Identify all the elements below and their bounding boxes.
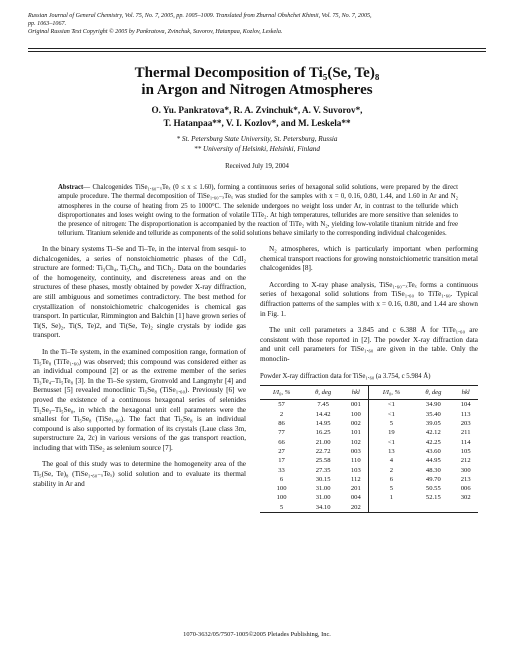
table-row: [260, 466, 478, 475]
table-cell: 22.72: [315, 447, 331, 455]
copyright-footer: 1070-3632/05/7507-1005©2005 Pleiades Publishing, Inc.: [183, 631, 331, 638]
table-cell: 31.00: [315, 485, 331, 493]
title-line-1: Thermal Decomposition of Ti₅(Se, Te)₈: [134, 65, 380, 81]
table-cell: 33: [278, 466, 285, 474]
table-cell: 104: [460, 401, 471, 409]
table-row: [260, 438, 478, 447]
table-cell: [453, 503, 478, 513]
table-row: [260, 447, 478, 456]
table-cell: 203: [460, 420, 471, 428]
authors-line-2: T. Hatanpaa**, V. I. Kozlov*, and M. Leskela**: [163, 118, 351, 128]
table-cell: 25.58: [315, 457, 331, 465]
table-cell: 2: [279, 410, 284, 418]
table-cell: 5: [369, 419, 413, 428]
table-cell: 31.00: [315, 494, 331, 502]
table-cell: 100: [350, 410, 361, 418]
table-cell: 34.10: [303, 503, 343, 513]
table-cell: 66: [278, 438, 285, 446]
table-cell: 30.15: [315, 475, 331, 483]
table-cell: 57: [278, 401, 285, 409]
table-cell: 004: [350, 494, 361, 502]
table-cell: 17: [278, 457, 285, 465]
affiliation-2: ** University of Helsinki, Helsinki, Finland: [194, 145, 320, 153]
table-cell: 300: [460, 466, 471, 474]
table-cell: 48.30: [425, 466, 441, 474]
table-header-cell: θ, deg: [303, 385, 343, 400]
table-cell: 114: [460, 438, 471, 446]
header-rule-bottom: [28, 51, 486, 52]
table-cell: <1: [369, 438, 413, 447]
received-date: Received July 19, 2004: [225, 163, 289, 170]
table-header-cell: hkl: [343, 385, 369, 400]
table-row: [260, 456, 478, 465]
table-row: [260, 419, 478, 428]
table-cell: 6: [369, 475, 413, 484]
table-cell: 002: [350, 420, 361, 428]
table-cell: 212: [460, 457, 471, 465]
table-cell: 110: [350, 457, 361, 465]
table-caption: Powder X-ray diffraction data for TiSe₁.₆₀ (a 3.754, c 5.984 Å): [260, 372, 431, 380]
table-cell: 001: [350, 401, 361, 409]
body-paragraph: N₂ atmospheres, which is particularly important when performing chemical transport reactions for growing nonstoichiometric transition metal chalcogenides [8].: [260, 245, 478, 273]
body-paragraph: According to X-ray phase analysis, TiSe₁.₆₀₋ₓTeₓ forms a continuous series of hexagonal solid solutions from TiSe₁.₆₀ to TiTe₁.₆₀. Typical diffraction patterns of the samples with x = 0.16, 0.80, and 1.44 are shown in Fig. 1.: [260, 280, 478, 318]
table-row: [260, 475, 478, 484]
right-column: [260, 245, 478, 513]
table-cell: 1: [369, 493, 413, 502]
table-cell: 103: [350, 466, 361, 474]
xrd-table: [260, 385, 478, 513]
table-cell: 43.60: [425, 447, 441, 455]
table-cell: [369, 503, 413, 513]
body-paragraph: In the binary systems Ti–Se and Ti–Te, in the interval from sesqui- to dichalcogenides, a series of nonstoichiometric phases of the CdI₂ structure are formed: Ti₃Ch₄, Ti₅Ch₈, and TiCh₂. Data on the boundaries of the homogeneity, continuity, and discreteness areas and on the structures of these phases, mostly obtained by powder X-ray diffraction, are still ambiguous and sometimes contradictory. The best method for crystallization of nonstoichiometric chalcogenides is chemical gas transport. In particular, Rimmington and Balchin [1] have grown series of Ti(S, Se)₂, Ti(S, Te)2, and Ti(Se, Te)₂ single crystals by iodide gas transport.: [33, 245, 246, 340]
table-cell: 105: [460, 447, 471, 455]
table-row: [260, 410, 478, 419]
body-paragraph: In the Ti–Te system, in the examined composition range, formation of Ti₅Te₈ (TiTe₁.₆₀) was observed; this compound was considered either as an individual compound [2] or as the extreme member of the series Ti₃Te₄–Ti₅Te₈ [3]. In the Ti–Se system, Gronvold and Langmyhr [4] and Bernusset [5] revealed monoclinic Ti₅Se₈ (TiSe₁.₆₀). Previously [6] we proved the existence of a continuous hexagonal series of selenides Ti₂Se₃–Ti₅Se₈, in which the hexagonal unit cell parameters were the smallest for Ti₅Se₈ (TiSe₁.₆₀). The fact that Ti₅Se₈ is an individual compound is also supported by formation of its crystals (Laue class 3m, superstructure 2a, 2c) in various versions of the gas transport reaction, including that with TiSe₂ as selenium source [7].: [33, 347, 246, 452]
table-cell: 213: [460, 475, 471, 483]
table-body: [260, 400, 478, 513]
table-row: [260, 503, 478, 513]
table-cell: 101: [350, 429, 361, 437]
table-cell: 113: [460, 410, 471, 418]
paper-title: [28, 65, 486, 99]
abstract: [58, 183, 458, 239]
table-cell: 52.15: [425, 494, 441, 502]
table-cell: <1: [369, 400, 413, 410]
table-row: [260, 493, 478, 502]
table-cell: 44.95: [425, 457, 441, 465]
table-header-cell: θ, deg: [413, 385, 453, 400]
table-cell: 16.25: [315, 429, 331, 437]
body-paragraph: The goal of this study was to determine the homogeneity area of the Ti₅(Se, Te)₈ (TiSe₁.₆₀₋ₓTeₓ) solid solution and to evaluate its thermal stability in Ar and: [33, 460, 246, 488]
table-cell: [413, 503, 453, 513]
abstract-label: Abstract: [58, 184, 84, 191]
table-cell: 14.42: [315, 410, 331, 418]
table-header-row: [260, 385, 478, 400]
header-rule-top: [28, 48, 486, 49]
author-list: [28, 104, 486, 130]
table-cell: 003: [350, 447, 361, 455]
table-cell: 49.70: [425, 475, 441, 483]
table-cell: 302: [460, 494, 471, 502]
table-cell: 202: [343, 503, 369, 513]
table-cell: 21.00: [315, 438, 331, 446]
header-line-1: Russian Journal of General Chemistry, Vol. 75, No. 7, 2005, pp. 1005–1009. Translated from Zhurnal Obshchei Khimii, Vol. 75, No. 7, 2005,: [28, 13, 372, 19]
table-header-cell: hkl: [453, 385, 478, 400]
table-cell: 77: [278, 429, 285, 437]
abstract-text: — Chalcogenides TiSe₁.₆₀₋ₓTeₓ (0 ≤ x ≤ 1.60), forming a continuous series of hexagonal solid solutions, were prepared by the direct ampule procedure. The thermal decomposition of TiSe₁.₆₀₋ₓTeₓ was studied for the samples with x = 0, 0.16, 0.80, 1.44, and 1.60 in Ar and N₂ atmospheres in the course of heating from 25 to 1000°C. The selenide undergoes no weight loss under Ar, in contrast to the telluride which disproportionates and loses weight owing to the formation of volatile TiTe₂. At high temperatures, tellurides are more sensitive than selenides to the presence of nitrogen: The disproportionation is accompanied by the reaction of TiTe₂ with N₂, yielding low-volatile titanium nitride and free tellurium. Titanium selenide and telluride as components of the solid solutions behave similarly to the corresponding individual chalcogenides.: [58, 184, 458, 238]
table-cell: 006: [460, 485, 471, 493]
table-row: [260, 400, 478, 410]
table-cell: 27.35: [315, 466, 331, 474]
table-cell: 42.25: [425, 438, 441, 446]
table-header-cell: I/I₀, %: [369, 385, 413, 400]
journal-header: [28, 12, 488, 36]
table-cell: 100: [276, 494, 287, 502]
body-paragraph: The unit cell parameters a 3.845 and c 6.388 Å for TiTe₁.₆₀ are consistent with those reported in [2]. The powder X-ray diffraction data and unit cell parameters for TiSe₁.₆₀ are given in the table. Only the monoclin-: [260, 326, 478, 363]
table-cell: 14.95: [315, 420, 331, 428]
table-header-cell: I/I₀, %: [260, 385, 303, 400]
table-cell: 102: [350, 438, 361, 446]
affiliation-1: * St. Petersburg State University, St. Petersburg, Russia: [176, 135, 338, 143]
table-cell: 211: [460, 429, 471, 437]
table-row: [260, 428, 478, 437]
header-line-2: pp. 1063–1067.: [28, 21, 67, 27]
table-cell: 201: [350, 485, 361, 493]
header-line-3: Original Russian Text Copyright © 2005 by Pankratova, Zvinchuk, Suvorov, Hatanpaa, Kozlov, Leskela.: [28, 29, 283, 35]
table-cell: 6: [279, 475, 284, 483]
table-cell: 42.12: [425, 429, 441, 437]
table-cell: 5: [369, 484, 413, 493]
table-cell: 13: [369, 447, 413, 456]
title-line-2: in Argon and Nitrogen Atmospheres: [141, 82, 373, 98]
table-cell: <1: [369, 410, 413, 419]
affiliations: [28, 134, 486, 154]
table-cell: 39.05: [425, 420, 441, 428]
table-cell: 86: [278, 420, 285, 428]
table-cell: 34.90: [425, 401, 441, 409]
table-cell: 35.40: [425, 410, 441, 418]
table-row: [260, 484, 478, 493]
left-column: [33, 245, 246, 496]
table-cell: 27: [278, 447, 285, 455]
table-cell: 2: [369, 466, 413, 475]
table-cell: 4: [369, 456, 413, 465]
table-cell: 5: [260, 503, 303, 513]
table-cell: 112: [350, 475, 361, 483]
table-cell: 19: [369, 428, 413, 437]
table-cell: 100: [276, 485, 287, 493]
table-cell: 7.45: [317, 401, 329, 409]
authors-line-1: O. Yu. Pankratova*, R. A. Zvinchuk*, A. V. Suvorov*,: [151, 105, 363, 115]
table-cell: 50.55: [425, 485, 441, 493]
